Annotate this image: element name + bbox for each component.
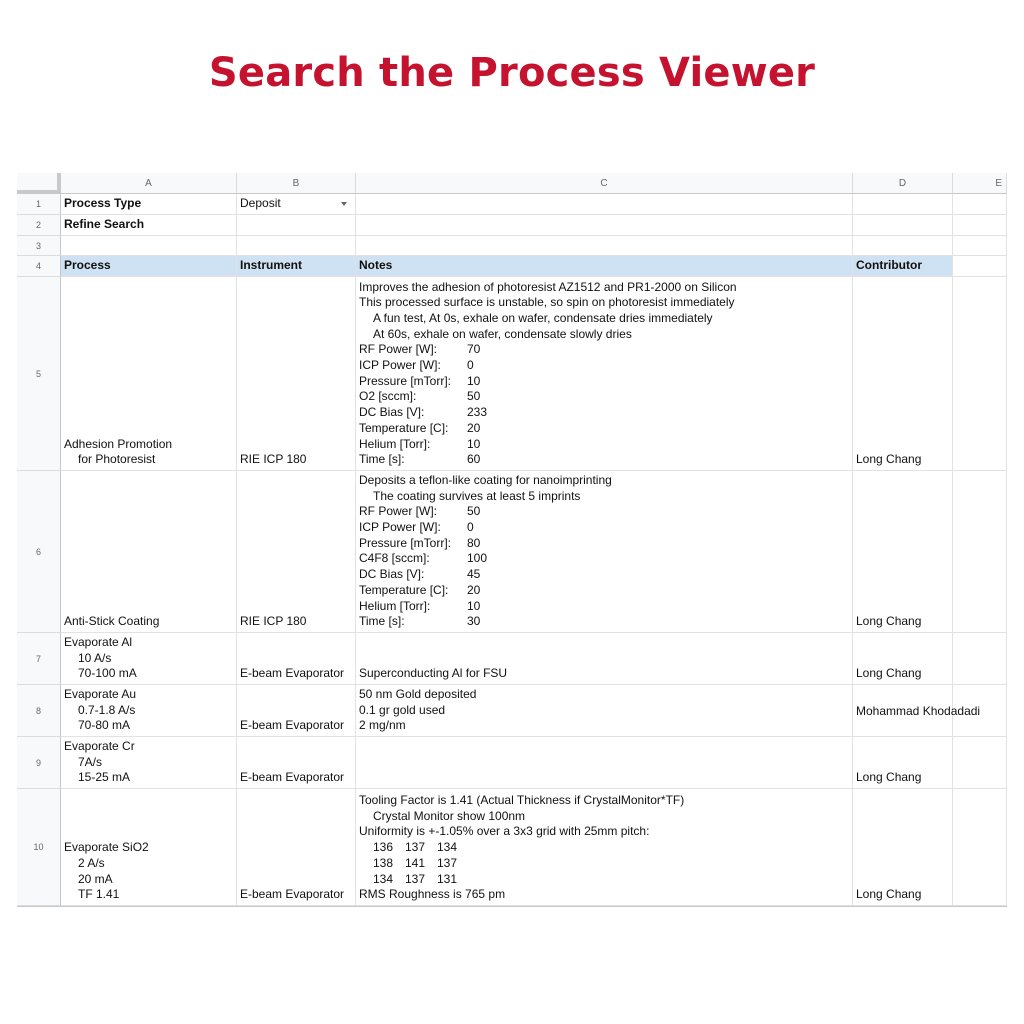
cell-e2[interactable] <box>953 215 1007 236</box>
process-detail: 0.7-1.8 A/s <box>78 702 136 717</box>
note-line: RMS Roughness is 765 pm <box>359 887 506 902</box>
cell-c1[interactable] <box>356 194 853 215</box>
row-header-6[interactable]: 6 <box>17 471 61 633</box>
cell-e4[interactable] <box>953 256 1007 277</box>
cell-b3[interactable] <box>237 236 356 256</box>
cell-c2[interactable] <box>356 215 853 236</box>
param-label: Time [s]: <box>359 614 405 629</box>
dropdown-arrow-icon[interactable] <box>341 202 347 206</box>
select-all-corner[interactable] <box>17 173 61 194</box>
row-header-4[interactable]: 4 <box>17 256 61 277</box>
contributor-name: Long Chang <box>856 452 922 467</box>
row9-instrument[interactable] <box>237 737 356 789</box>
uniformity-grid-row <box>359 872 849 888</box>
param-label: RF Power [W]: <box>359 504 438 519</box>
param-label: DC Bias [V]: <box>359 405 425 420</box>
row-header-7[interactable]: 7 <box>17 633 61 685</box>
param-label: DC Bias [V]: <box>359 567 425 582</box>
column-header-c[interactable]: C <box>356 173 853 194</box>
param-value: 70 <box>467 342 481 357</box>
process-detail: 15-25 mA <box>78 770 131 785</box>
cell-a3[interactable] <box>61 236 237 256</box>
refine-search-label: Refine Search <box>64 217 145 232</box>
header-process-label: Process <box>64 258 111 273</box>
process-detail: 20 mA <box>78 871 113 886</box>
row6-process[interactable] <box>61 471 237 633</box>
param-value: 10 <box>467 373 481 388</box>
row7-contributor[interactable] <box>853 633 953 685</box>
row8-contributor[interactable] <box>853 685 981 737</box>
row-header-5[interactable]: 5 <box>17 277 61 471</box>
cell-e3[interactable] <box>953 236 1007 256</box>
row6-instrument[interactable] <box>237 471 356 633</box>
note-line: At 60s, exhale on wafer, condensate slowly dries <box>373 326 632 341</box>
grid-value: 136 <box>373 840 394 855</box>
row-header-3[interactable]: 3 <box>17 236 61 256</box>
note-line: 0.1 gr gold used <box>359 702 446 717</box>
column-header-e[interactable]: E <box>953 173 1007 194</box>
process-detail: for Photoresist <box>78 452 156 467</box>
param-value: 10 <box>467 598 481 613</box>
cell-c3[interactable] <box>356 236 853 256</box>
row10-process[interactable] <box>61 789 237 906</box>
process-type-value: Deposit <box>240 196 281 211</box>
note-line: Improves the adhesion of photoresist AZ1512 and PR1-2000 on Silicon <box>359 279 737 294</box>
param-value: 50 <box>467 504 481 519</box>
param-value: 20 <box>467 582 481 597</box>
grid-value: 141 <box>405 855 426 870</box>
process-name: Evaporate Al <box>64 634 133 649</box>
note-line: Tooling Factor is 1.41 (Actual Thickness if CrystalMonitor*TF) <box>359 793 685 808</box>
row10-contributor[interactable] <box>853 789 953 906</box>
cell-e5[interactable] <box>953 277 1007 471</box>
param-value: 0 <box>467 520 474 535</box>
instrument-name: RIE ICP 180 <box>240 614 307 629</box>
process-detail: 70-80 mA <box>78 718 131 733</box>
cell-a2[interactable] <box>61 215 237 236</box>
header-contributor-label: Contributor <box>856 258 922 273</box>
param-label: C4F8 [sccm]: <box>359 551 430 566</box>
param-label: Pressure [mTorr]: <box>359 535 452 550</box>
param-label: Temperature [C]: <box>359 582 449 597</box>
param-line <box>359 374 849 390</box>
param-value: 233 <box>467 405 488 420</box>
row-header-10[interactable]: 10 <box>17 789 61 906</box>
cell-e6[interactable] <box>953 471 1007 633</box>
param-line <box>359 567 849 583</box>
row-header-1[interactable]: 1 <box>17 194 61 215</box>
process-detail: TF 1.41 <box>78 887 120 902</box>
param-label: ICP Power [W]: <box>359 520 441 535</box>
process-name: Evaporate SiO2 <box>64 840 149 855</box>
param-line <box>359 599 849 615</box>
instrument-name: E-beam Evaporator <box>240 666 345 681</box>
param-line <box>359 614 849 630</box>
row7-instrument[interactable] <box>237 633 356 685</box>
instrument-name: E-beam Evaporator <box>240 887 345 902</box>
header-instrument[interactable] <box>237 256 356 277</box>
param-label: RF Power [W]: <box>359 342 438 357</box>
param-value: 0 <box>467 358 474 373</box>
row9-process[interactable] <box>61 737 237 789</box>
row9-contributor[interactable] <box>853 737 953 789</box>
process-type-label: Process Type <box>64 196 142 211</box>
grid-value: 131 <box>437 871 458 886</box>
cell-e7[interactable] <box>953 633 1007 685</box>
param-line <box>359 421 849 437</box>
process-type-dropdown[interactable] <box>237 194 356 215</box>
contributor-name: Long Chang <box>856 887 922 902</box>
param-value: 10 <box>467 436 481 451</box>
page-title: Search the Process Viewer <box>208 50 816 96</box>
note-line: Uniformity is +-1.05% over a 3x3 grid with 25mm pitch: <box>359 824 650 839</box>
row5-process[interactable] <box>61 277 237 471</box>
instrument-name: E-beam Evaporator <box>240 770 345 785</box>
row7-process[interactable] <box>61 633 237 685</box>
row5-instrument[interactable] <box>237 277 356 471</box>
param-line <box>359 583 849 599</box>
instrument-name: E-beam Evaporator <box>240 718 345 733</box>
param-value: 20 <box>467 420 481 435</box>
param-label: O2 [sccm]: <box>359 389 417 404</box>
cell-e9[interactable] <box>953 737 1007 789</box>
cell-e10[interactable] <box>953 789 1007 906</box>
param-label: Time [s]: <box>359 452 405 467</box>
row10-notes[interactable] <box>356 789 853 906</box>
grid-value: 134 <box>373 871 394 886</box>
process-detail: 70-100 mA <box>78 666 137 681</box>
row-header-8[interactable]: 8 <box>17 685 61 737</box>
row5-contributor[interactable] <box>853 277 953 471</box>
param-label: Helium [Torr]: <box>359 598 431 613</box>
grid-value: 134 <box>437 840 458 855</box>
param-value: 100 <box>467 551 488 566</box>
header-instrument-label: Instrument <box>240 258 303 273</box>
cell-a1[interactable] <box>61 194 237 215</box>
param-line <box>359 389 849 405</box>
row8-notes[interactable] <box>356 685 853 737</box>
param-line <box>359 358 849 374</box>
header-notes[interactable] <box>356 256 853 277</box>
uniformity-grid-row <box>359 856 849 872</box>
process-detail: 10 A/s <box>78 650 112 665</box>
param-line <box>359 536 849 552</box>
row6-contributor[interactable] <box>853 471 953 633</box>
row8-process[interactable] <box>61 685 237 737</box>
contributor-name: Long Chang <box>856 666 922 681</box>
refine-search-input[interactable] <box>237 215 356 236</box>
param-value: 45 <box>467 567 481 582</box>
row-header-2[interactable]: 2 <box>17 215 61 236</box>
process-detail: 7A/s <box>78 754 103 769</box>
grid-value: 138 <box>373 855 394 870</box>
column-header-a[interactable]: A <box>61 173 237 194</box>
note-line: This processed surface is unstable, so spin on photoresist immediately <box>359 295 735 310</box>
note-line: The coating survives at least 5 imprints <box>373 488 581 503</box>
param-line <box>359 437 849 453</box>
note-line: Superconducting Al for FSU <box>359 666 508 681</box>
param-line <box>359 342 849 358</box>
uniformity-grid-row <box>359 840 849 856</box>
param-value: 50 <box>467 389 481 404</box>
row7-notes[interactable] <box>356 633 853 685</box>
param-line <box>359 504 849 520</box>
param-value: 80 <box>467 535 481 550</box>
param-value: 30 <box>467 614 481 629</box>
process-name: Evaporate Cr <box>64 738 135 753</box>
process-name: Adhesion Promotion <box>64 436 173 451</box>
param-line <box>359 551 849 567</box>
note-line: 50 nm Gold deposited <box>359 686 477 701</box>
row-header-9[interactable]: 9 <box>17 737 61 789</box>
row6-notes[interactable] <box>356 471 853 633</box>
grid-value: 137 <box>437 855 458 870</box>
cell-d2[interactable] <box>853 215 953 236</box>
param-value: 60 <box>467 452 481 467</box>
param-line <box>359 405 849 421</box>
column-header-d[interactable]: D <box>853 173 953 194</box>
spreadsheet <box>17 173 1007 908</box>
cell-e1[interactable] <box>953 194 1007 215</box>
process-name: Anti-Stick Coating <box>64 614 160 629</box>
row10-instrument[interactable] <box>237 789 356 906</box>
param-label: Temperature [C]: <box>359 420 449 435</box>
note-line: A fun test, At 0s, exhale on wafer, condensate dries immediately <box>373 310 713 325</box>
param-label: Pressure [mTorr]: <box>359 373 452 388</box>
row8-instrument[interactable] <box>237 685 356 737</box>
contributor-name: Long Chang <box>856 770 922 785</box>
instrument-name: RIE ICP 180 <box>240 452 307 467</box>
param-line <box>359 452 849 468</box>
grid-value: 137 <box>405 840 426 855</box>
grid-value: 137 <box>405 871 426 886</box>
note-line: Crystal Monitor show 100nm <box>373 808 526 823</box>
cell-d1[interactable] <box>853 194 953 215</box>
param-label: Helium [Torr]: <box>359 436 431 451</box>
contributor-name: Mohammad Khodadadi <box>856 704 981 719</box>
note-line: 2 mg/nm <box>359 718 406 733</box>
header-process[interactable] <box>61 256 237 277</box>
row5-notes[interactable] <box>356 277 853 471</box>
row9-notes[interactable] <box>356 737 853 789</box>
cell-d3[interactable] <box>853 236 953 256</box>
param-label: ICP Power [W]: <box>359 358 441 373</box>
column-header-b[interactable]: B <box>237 173 356 194</box>
process-name: Evaporate Au <box>64 686 137 701</box>
process-detail: 2 A/s <box>78 855 105 870</box>
header-contributor[interactable] <box>853 256 953 277</box>
header-notes-label: Notes <box>359 258 393 273</box>
note-line: Deposits a teflon-like coating for nanoimprinting <box>359 472 612 487</box>
sheet-bottom-border <box>17 906 1007 907</box>
contributor-name: Long Chang <box>856 614 922 629</box>
param-line <box>359 520 849 536</box>
